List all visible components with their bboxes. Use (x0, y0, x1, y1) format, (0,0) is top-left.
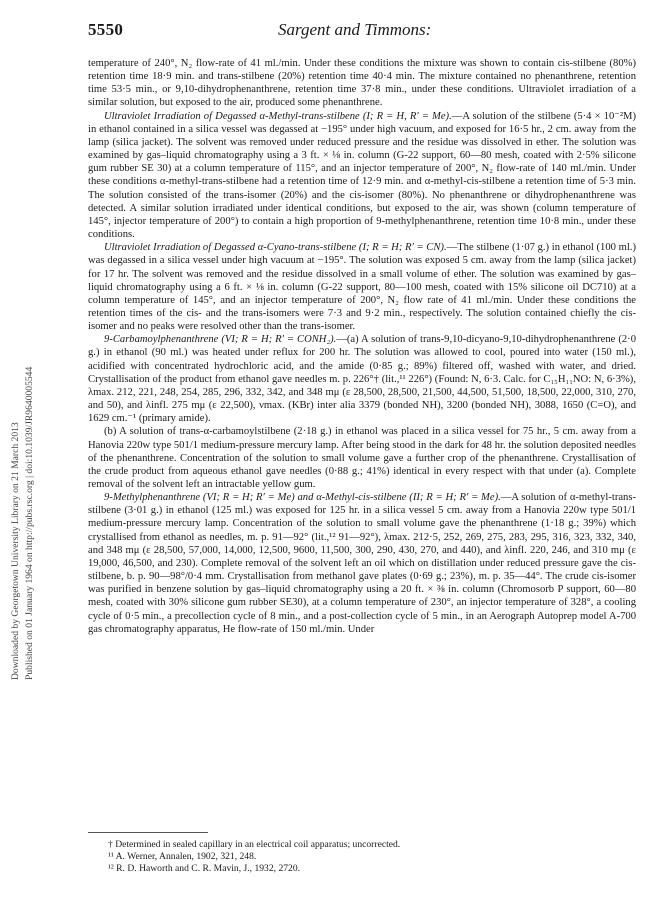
paragraph (88, 491, 636, 636)
footnote-divider (88, 832, 208, 833)
footnote-dagger: † Determined in sealed capillary in an electrical coil apparatus; uncorrected. (108, 839, 401, 850)
paragraph-text: —(a) A solution of trans-9,10-dicyano-9,10-dihydrophenanthrene (2·0 g.) in ethanol (90 ml.) was heated under reflux for 200 hr. The solution was allowed to cool, poured into water (150 ml.), acidified with concentrated hydrochloric acid, and the amide (0·85 g.; 89%) filtered off, washed with water, and dried. Crystallisation of the product from ethanol gave needles m. p. 226°† (lit.,¹¹ 226°) (Found: N, 6·3. Calc. for C₁₅H₁₁NO: N, 6·3%), λmax. 212, 221, 248, 254, 285, 296, 332, 342, and 348 mμ (ε 28,500, 28,500, 21,500, 44,500, 51,500, 18,500, 22,000, 310, 270, and 50), and λinfl. 275 mμ (ε 22,500), νmax. (KBr) inter alia 3379 (bonded NH), 3200 (bonded NH), 3088, 1650 (C=O), and 1629 cm.⁻¹ (primary amide). (88, 334, 636, 425)
paragraph-text: —The stilbene (1·07 g.) in ethanol (100 ml.) was degassed in a silica vessel under high vacuum at −195°. The solution was exposed 5 cm. away from the lamp (silica jacket) for 17 hr. The solvent was removed and the residue dissolved in a small volume of ether. The solution was examined by gas–liquid chromatography using a 6 ft. × ⅛ in. column (G-22 support, 80—100 mesh, coated with 15% silicone oil DC710) at a column temperature of 145°, and an injector temperature of 200°, N₂ flow rate of 41 ml./min. Under these conditions the retention times of the cis- and the trans-isomers were 7·3 and 9·2 min., respectively. The solution contained chiefly the cis-isomer and no peaks were resolved other than the trans-isomer. (88, 242, 636, 333)
paragraph (88, 425, 636, 491)
running-title: Sargent and Timmons: (278, 20, 432, 39)
footnote-ref-11: ¹¹ A. Werner, Annalen, 1902, 321, 248. (108, 851, 257, 862)
article-body (88, 57, 636, 636)
paragraph-text: —A solution of the stilbene (5·4 × 10⁻²M) in ethanol contained in a silica vessel was degassed at −195° under high vacuum, and exposed for 16·5 hr., 2 cm. away from the lamp (silica jacket). The solvent was removed under reduced pressure and the residue was dissolved in ether. The solution was examined by gas–liquid chromatography using a 3 ft. × ⅛ in. column (G-22 support, 60—80 mesh, coated with 2·5% silicone gum rubber SE 30) at a column temperature of 115°, and an injector temperature of 200°, N₂ flow-rate of 140 ml./min. Under these conditions α-methyl-trans-stilbene had a retention time of 12·9 min. and α-methyl-cis-stilbene a retention time of 5·3 min. The solution consisted of the trans-isomer (20%) and the cis-isomer (80%). No phenanthrene or dihydrophenanthrene was detected. A similar solution irradiated under identical conditions, but exposed to the air, was shown (column temperature of 145°, injector temperature of 200°) to contain a high proportion of 9-methylphenanthrene, retention time 10·8 min., under these conditions. (88, 110, 636, 241)
paragraph-text: —A solution of α-methyl-trans-stilbene (3·01 g.) in ethanol (125 ml.) was exposed for 125 hr. in a silica vessel 5 cm. away from a Hanovia 220w type 501/1 medium-pressure mercury lamp. Concentration of the solution to small volume gave the phenanthrene (1·18 g.; 39%) which crystallised from ethanol as needles, m. p. 91—92° (lit.,¹² 91—92°), λmax. 212·5, 252, 269, 275, 283, 295, 316, 323, 332, 340, and 348 mμ (ε 28,500, 57,000, 14,000, 12,500, 9600, 11,500, 300, 290, 430, 270, and 440), and λinfl. 220, 246, and 310 mμ (ε 19,000, 46,500, and 230). Complete removal of the solvent left an oil which on distillation under reduced pressure gave the cis-stilbene, b. p. 90—98°/0·4 mm. Crystallisation from methanol gave plates (0·69 g.; 23%), m. p. 35—44°. The crude cis-isomer was purified in benzene solution by gas–liquid chromatography using a 20 ft. × ⅜ in. column (Chromosorb P support, 60—80 mesh, coated with 30% silicone gum rubber SE30), at a column temperature of 230°, an injector temperature of 328°, a cooling cycle of 0·5 min., a precollection cycle of 8 min., and a post-collection cycle of 5 min., in an Aerograph Autoprep model A-700 gas chromatography apparatus, He flow-rate of 150 ml./min. Under (88, 492, 636, 635)
paragraph-heading: 9-Carbamoylphenanthrene (VI; R = H; R′ = CONH₂). (104, 334, 337, 346)
footnote-ref-12: ¹² R. D. Haworth and C. R. Mavin, J., 1932, 2720. (108, 863, 301, 874)
paragraph-text: (b) A solution of trans-α-carbamoylstilbene (2·18 g.) in ethanol was placed in a silica vessel for 75 hr., 5 cm. away from a Hanovia 220w type 501/1 medium-pressure mercury lamp. After being stood in the dark for 48 hr. the solution deposited needles of the phenanthrene. Concentration of the solution to small volume gave a further crop of the phenanthrene. Crystallisation of the crude product from aqueous ethanol gave needles (0·88 g.; 41%) identical in every respect with that under (a). Complete removal of the solvent left an intractable yellow gum. (88, 426, 636, 490)
paragraph (88, 57, 636, 110)
download-watermark (4, 160, 44, 680)
paragraph (88, 241, 636, 333)
footnotes (88, 832, 636, 875)
download-notice: Downloaded by Georgetown University Library on 21 March 2013 (10, 422, 21, 680)
paragraph-heading: Ultraviolet Irradiation of Degassed α-Methyl-trans-stilbene (I; R = H, R′ = Me). (104, 110, 452, 122)
paragraph-heading: Ultraviolet Irradiation of Degassed α-Cyano-trans-stilbene (I; R = H; R′ = CN). (104, 242, 447, 254)
paragraph-heading: 9-Methylphenanthrene (VI; R = H; R′ = Me) and α-Methyl-cis-stilbene (II; R = H; R′ = Me). (104, 492, 501, 504)
publication-notice: Published on 01 January 1964 on http://pubs.rsc.org | doi:10.1039/JR9640005544 (24, 366, 35, 680)
paragraph (88, 110, 636, 242)
page-header (88, 20, 636, 46)
paragraph-text: temperature of 240°, N₂ flow-rate of 41 ml./min. Under these conditions the mixture was shown to contain cis-stilbene (80%) retention time 18·9 min. and trans-stilbene (20%) retention time 40·4 min. The mixture contained no phenanthrene, retention time 53·5 min., or 9,10-dihydrophenanthrene, retention time 37·8 min., under these conditions. Ultraviolet irradiation of a similar solution, but exposed to the air, produced some phenanthrene. (88, 58, 636, 109)
page-number: 5550 (88, 20, 124, 39)
paragraph (88, 333, 636, 425)
